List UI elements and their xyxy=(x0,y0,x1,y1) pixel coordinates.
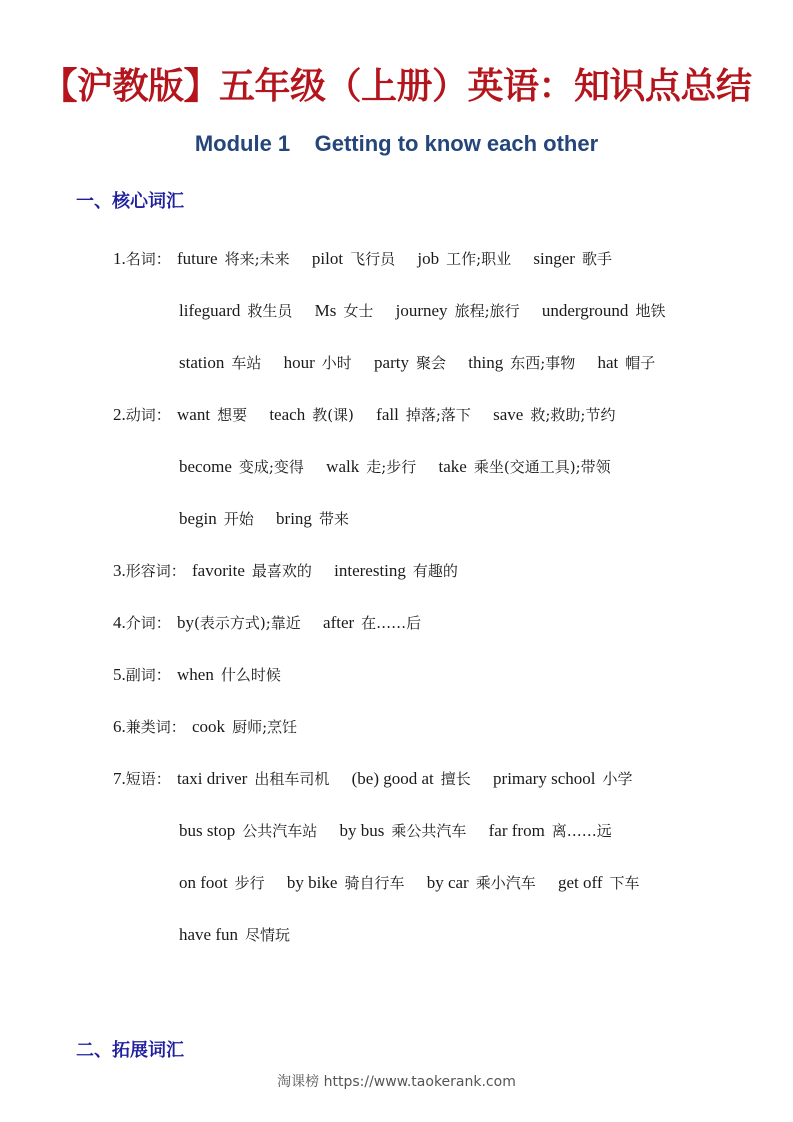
vocab-line xyxy=(113,560,476,582)
vocab-line xyxy=(179,300,683,322)
vocab-entry: save 救;救助;节约 xyxy=(493,405,616,424)
vocab-entry: lifeguard 救生员 xyxy=(179,301,293,320)
category-label: 4.介词： xyxy=(113,613,171,632)
category-label: 1.名词： xyxy=(113,249,171,268)
section-heading-extended-vocabulary: 二、拓展词汇 xyxy=(76,1040,184,1061)
vocab-entry: get off 下车 xyxy=(557,873,640,892)
vocab-line xyxy=(179,872,658,894)
vocab-entry: become 变成;变得 xyxy=(179,457,304,476)
category-label: 2.动词： xyxy=(113,405,171,424)
vocab-entry: party 聚会 xyxy=(374,353,446,372)
category-label: 3.形容词： xyxy=(113,561,186,580)
vocab-entry: begin 开始 xyxy=(179,509,254,528)
vocab-entry: Ms 女士 xyxy=(314,301,374,320)
vocab-entry: (be) good at 擅长 xyxy=(351,769,471,788)
vocab-entry: future 将来;未来 xyxy=(177,249,290,268)
vocab-line xyxy=(179,820,630,842)
vocab-entry: thing 东西;事物 xyxy=(468,353,576,372)
vocab-entry: by bus 乘公共汽车 xyxy=(339,821,467,840)
vocab-line xyxy=(113,716,315,738)
vocab-entry: taxi driver 出租车司机 xyxy=(177,769,330,788)
vocab-entry: when 什么时候 xyxy=(177,665,281,684)
vocab-entry: want 想要 xyxy=(177,405,248,424)
vocab-entry: teach 教(课) xyxy=(269,405,354,424)
vocab-entry: walk 走;步行 xyxy=(326,457,417,476)
vocab-entry: primary school 小学 xyxy=(493,769,633,788)
vocab-entry: underground 地铁 xyxy=(541,301,666,320)
category-label: 7.短语： xyxy=(113,769,171,788)
vocab-line xyxy=(179,456,629,478)
vocab-entry: far from 离……远 xyxy=(488,821,612,840)
vocab-entry: bring 带来 xyxy=(276,509,349,528)
vocab-entry: fall 掉落;落下 xyxy=(376,405,471,424)
document-title: 【沪教版】五年级（上册）英语：知识点总结 xyxy=(41,66,752,107)
vocab-entry: bus stop 公共汽车站 xyxy=(179,821,318,840)
vocab-entry: on foot 步行 xyxy=(179,873,265,892)
vocab-entry: by(表示方式);靠近 xyxy=(177,613,301,632)
vocab-line xyxy=(179,508,367,530)
vocab-entry: favorite 最喜欢的 xyxy=(192,561,312,580)
vocab-entry: after 在……后 xyxy=(323,613,422,632)
vocab-entry: pilot 飞行员 xyxy=(311,249,396,268)
vocab-entry: journey 旅程;旅行 xyxy=(395,301,520,320)
vocab-entry: by bike 骑自行车 xyxy=(286,873,405,892)
vocab-line xyxy=(179,924,308,946)
category-label: 6.兼类词： xyxy=(113,717,186,736)
module-title: Module 1 Getting to know each other xyxy=(194,131,599,156)
footer-watermark: 淘课榜 https://www.taokerank.com xyxy=(277,1074,516,1090)
vocab-entry: singer 歌手 xyxy=(533,249,612,268)
vocab-entry: job 工作;职业 xyxy=(417,249,512,268)
vocab-line xyxy=(179,352,673,374)
vocab-entry: cook 厨师;烹饪 xyxy=(192,717,298,736)
vocab-entry: hat 帽子 xyxy=(597,353,656,372)
category-label: 5.副词： xyxy=(113,665,171,684)
section-heading-core-vocabulary: 一、核心词汇 xyxy=(76,191,184,212)
vocab-line xyxy=(113,612,439,634)
vocab-entry: station 车站 xyxy=(179,353,262,372)
vocab-line xyxy=(113,248,630,270)
vocab-entry: interesting 有趣的 xyxy=(334,561,458,580)
vocab-line xyxy=(113,404,633,426)
vocab-entry: take 乘坐(交通工具);带领 xyxy=(438,457,611,476)
vocab-line xyxy=(113,768,651,790)
vocab-entry: by car 乘小汽车 xyxy=(426,873,536,892)
vocab-entry: hour 小时 xyxy=(283,353,352,372)
vocab-entry: have fun 尽情玩 xyxy=(179,925,291,944)
vocab-line xyxy=(113,664,299,686)
